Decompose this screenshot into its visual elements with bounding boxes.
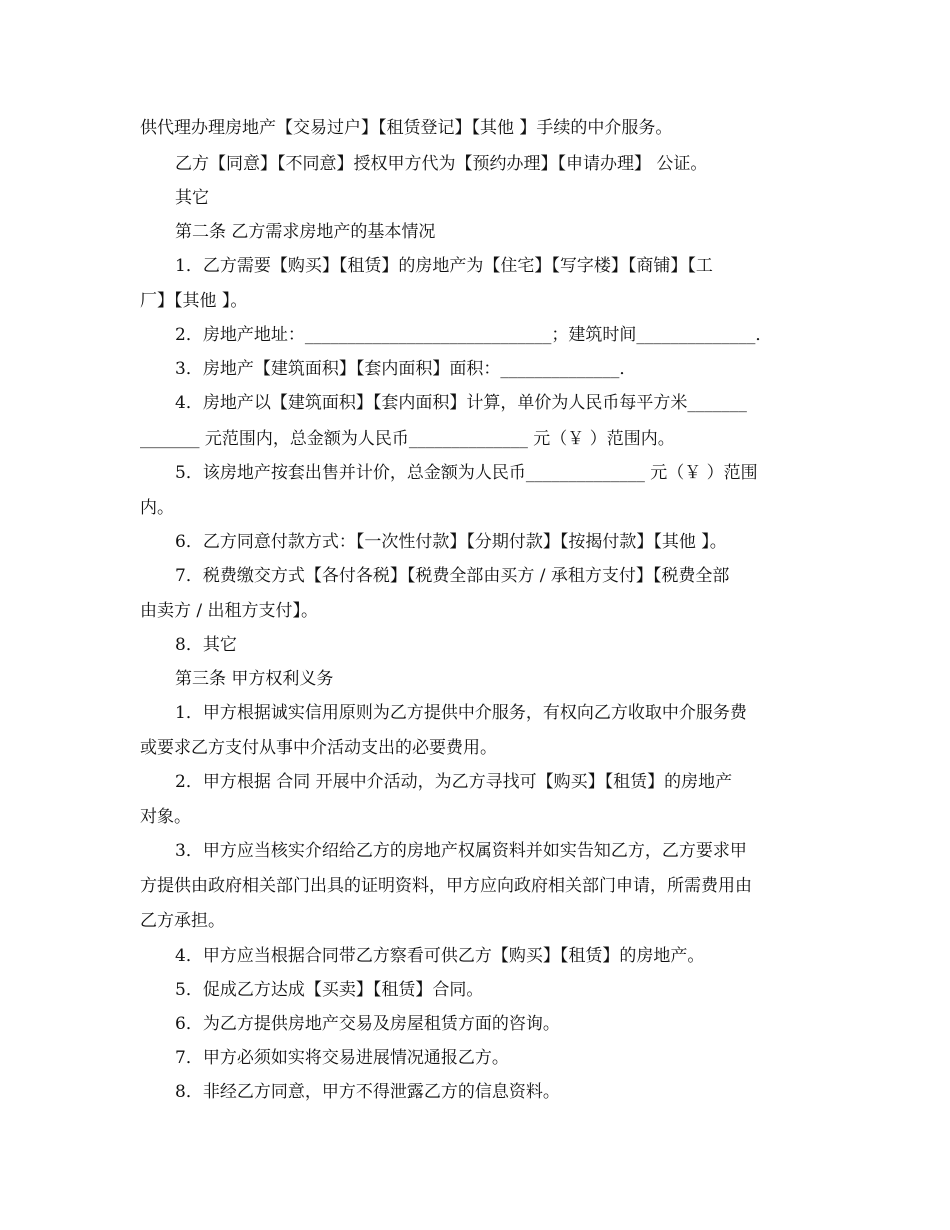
line-text: 乙方承担。 <box>140 911 225 931</box>
line-text: 1．甲方根据诚实信用原则为乙方提供中介服务，有权向乙方收取中介服务费 <box>175 703 747 723</box>
text-line <box>0 1012 950 1036</box>
line-text: 2．房地产地址：_____________________________；建筑时间______________． <box>175 325 773 345</box>
line-text: 内。 <box>140 498 174 518</box>
line-text: 7．甲方必须如实将交易进展情况通报乙方。 <box>175 1048 509 1068</box>
line-text: _______ 元范围内，总金额为人民币______________ 元（￥ ）范围内。 <box>140 429 675 449</box>
text-line <box>0 357 950 381</box>
text-line <box>0 1080 950 1104</box>
text-line <box>0 152 950 176</box>
line-text: 5．该房地产按套出售并计价，总金额为人民币______________ 元（￥ ）范围 <box>175 463 758 483</box>
text-line <box>0 530 950 554</box>
text-line <box>0 427 950 451</box>
text-line <box>0 839 950 863</box>
text-line <box>0 289 950 313</box>
text-line <box>0 944 950 968</box>
line-text: 5．促成乙方达成【买卖】【租赁】合同。 <box>175 980 484 1000</box>
line-text: 第三条 甲方权利义务 <box>175 669 334 689</box>
text-line <box>0 770 950 794</box>
text-line <box>0 599 950 623</box>
text-line <box>0 391 950 415</box>
text-line <box>0 1046 950 1070</box>
text-line <box>0 186 950 210</box>
text-line <box>0 254 950 278</box>
text-line <box>0 496 950 520</box>
line-text: 7．税费缴交方式【各付各税】【税费全部由买方 / 承租方支付】【税费全部 <box>175 566 730 586</box>
line-text: 或要求乙方支付从事中介活动支出的必要费用。 <box>140 738 497 758</box>
line-text: 对象。 <box>140 807 191 827</box>
text-line <box>0 701 950 725</box>
line-text: 第二条 乙方需求房地产的基本情况 <box>175 222 436 242</box>
line-text: 其它 <box>175 188 209 208</box>
text-line <box>0 323 950 347</box>
line-text: 由卖方 / 出租方支付】。 <box>140 601 319 621</box>
line-text: 厂】【其他 】。 <box>140 291 248 311</box>
line-text: 8．非经乙方同意，甲方不得泄露乙方的信息资料。 <box>175 1082 560 1102</box>
text-line <box>0 874 950 898</box>
line-text: 1．乙方需要【购买】【租赁】的房地产为【住宅】【写字楼】【商铺】【工 <box>175 256 713 276</box>
line-text: 方提供由政府相关部门出具的证明资料，甲方应向政府相关部门申请，所需费用由 <box>140 876 752 896</box>
line-text: 4．甲方应当根据合同带乙方察看可供乙方【购买】【租赁】的房地产。 <box>175 946 705 966</box>
text-line <box>0 909 950 933</box>
text-line <box>0 805 950 829</box>
text-line <box>0 461 950 485</box>
text-line <box>0 633 950 657</box>
text-line <box>0 736 950 760</box>
line-text: 乙方【同意】【不同意】授权甲方代为【预约办理】【申请办理】 公证。 <box>175 154 708 174</box>
section-heading <box>0 220 950 244</box>
line-text: 2．甲方根据 合同 开展中介活动，为乙方寻找可【购买】【租赁】的房地产 <box>175 772 733 792</box>
line-text: 3．甲方应当核实介绍给乙方的房地产权属资料并如实告知乙方，乙方要求甲 <box>175 841 747 861</box>
text-line <box>0 564 950 588</box>
section-heading <box>0 667 950 691</box>
line-text: 6．为乙方提供房地产交易及房屋租赁方面的咨询。 <box>175 1014 560 1034</box>
text-line <box>0 978 950 1002</box>
line-text: 6．乙方同意付款方式：【一次性付款】【分期付款】【按揭付款】【其他 】。 <box>175 532 727 552</box>
line-text: 供代理办理房地产【交易过户】【租赁登记】【其他 】手续的中介服务。 <box>140 118 673 138</box>
line-text: 8．其它 <box>175 635 237 655</box>
text-line <box>0 116 950 140</box>
line-text: 4．房地产以【建筑面积】【套内面积】计算，单价为人民币每平方米_______ <box>175 393 747 413</box>
line-text: 3．房地产【建筑面积】【套内面积】面积：______________． <box>175 359 637 379</box>
